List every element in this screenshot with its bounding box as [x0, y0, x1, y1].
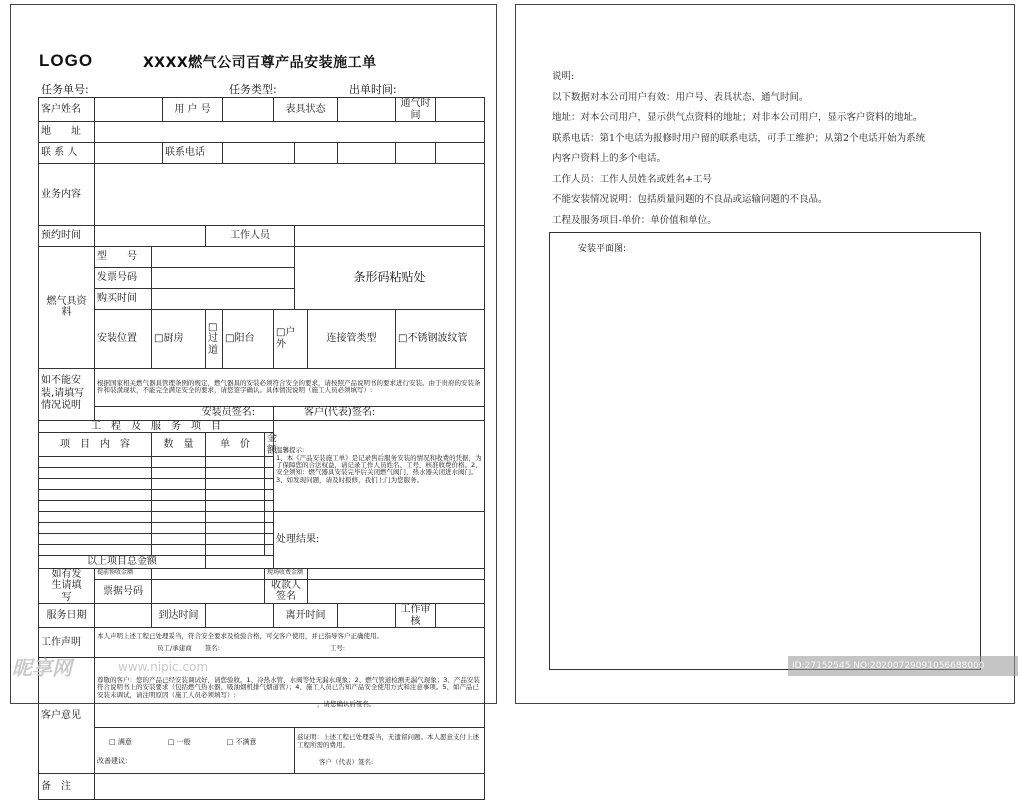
receipt-no-label: 票据号码 [95, 579, 152, 603]
business-field[interactable] [95, 164, 485, 226]
remark-field[interactable] [95, 774, 485, 800]
image-id-bar: ID:27152545 NO:20200729091056688000 [788, 656, 1018, 676]
row-opinion [39, 658, 485, 728]
kitchen-checkbox[interactable]: □厨房 [152, 310, 206, 369]
service-date-field[interactable] [95, 604, 152, 628]
gas-time-field[interactable] [436, 98, 485, 122]
address-label: 地 址 [39, 122, 95, 143]
receipt-no-field[interactable] [152, 579, 265, 603]
satisfied-checkbox[interactable]: □ 满意 [109, 738, 132, 747]
meter-status-label: 表具状态 [274, 98, 338, 122]
contact-field[interactable] [95, 143, 163, 164]
watermark-url: www.nipic.com [118, 660, 209, 674]
arrival-time-label: 到达时间 [152, 604, 206, 628]
notes-line: 工程及服务项目-单价：单价值和单位。 [552, 214, 717, 226]
phone-field-3[interactable] [338, 143, 396, 164]
gas-time-label: 通气时间 [396, 98, 436, 122]
work-statement-text: 本人声明上述工程已处理妥当，符合安全要求及检验合格，可交客户使用，并已指导客户正确使用。 [97, 631, 383, 640]
notes-block [552, 67, 1002, 231]
arrival-time-field[interactable] [206, 604, 274, 628]
plan-label: 安装平面图: [578, 244, 627, 254]
appointment-field[interactable] [95, 226, 206, 247]
appliance-label: 燃气具资料 [39, 247, 95, 369]
average-checkbox[interactable]: □ 一般 [167, 738, 191, 747]
prepaid-label: 提前预收金额 [95, 568, 152, 579]
onsite-fee-field[interactable] [308, 568, 485, 579]
suggestion-label: 改善建议: [97, 756, 128, 765]
row-model [39, 247, 485, 268]
total-label: 以上项目总金额 [39, 556, 206, 569]
phone-field-5[interactable] [436, 143, 485, 164]
row-customer [39, 98, 485, 122]
customer-opinion-label: 客户意见 [39, 658, 95, 774]
row-cannot-install [39, 368, 485, 406]
payee-sign-field[interactable] [308, 579, 485, 603]
task-no-label: 任务单号: [41, 83, 89, 96]
row-satisfaction [39, 728, 485, 774]
row-prepaid [39, 568, 485, 579]
row-appointment [39, 226, 485, 247]
purchase-time-label: 购买时间 [95, 289, 152, 310]
cannot-install-label: 如不能安装,请填写情况说明 [39, 368, 95, 420]
unit-price-header: 单 价 [206, 433, 265, 457]
remark-label: 备 注 [39, 774, 95, 800]
user-no-field[interactable] [223, 98, 274, 122]
qty-header: 数 量 [152, 433, 206, 457]
row-address [39, 122, 485, 143]
user-no-label: 用 户 号 [163, 98, 223, 122]
notes-line: 不能安装情况说明：包括质量问题的不良品或运输问题的不良品。 [552, 194, 828, 205]
logo: LOGO [39, 51, 94, 70]
leave-time-label: 离开时间 [274, 604, 338, 628]
proof-cell [295, 728, 485, 774]
dispatch-time-label: 出单时间: [349, 83, 397, 96]
customer-name-label: 客户姓名 [39, 98, 95, 122]
review-field[interactable] [436, 604, 485, 628]
prepaid-field[interactable] [152, 568, 265, 579]
phone-field-1[interactable] [223, 143, 295, 164]
item-content-header: 项 目 内 容 [39, 433, 152, 457]
tips-text: 1、本《产品安装施工单》是记录售后服务安装的情况和收费的凭据，为了保障您的合法权益，请记录工作人员姓名、工号，核准收费价格。2、安全须知：燃气器具安装完毕后关闭燃气阀门，热水器关闭进水阀门。3、如发现问题，请及时报修，我们上门为您服务。 [276, 453, 482, 484]
row-work-statement [39, 628, 485, 658]
row-remark [39, 774, 485, 800]
row-service-header [39, 420, 485, 433]
notes-line: 地址：对本公司用户，显示供气点资料的地址；对非本公司用户，显示客户资料的地址。 [552, 112, 923, 123]
row-position [39, 310, 485, 369]
notes-line: 以下数据对本公司用户有效：用户号、表具状态、通气时间。 [552, 91, 809, 103]
review-label: 工作审核 [396, 604, 436, 628]
outdoor-checkbox[interactable]: □户外 [274, 310, 308, 369]
please-sign-text: ，请您确认后签名。 [317, 699, 376, 708]
notes-line: 工作人员：工作人员姓名或姓名+工号 [552, 173, 712, 185]
install-plan-box[interactable] [549, 232, 981, 670]
staff-no-label: 工号: [329, 644, 346, 652]
notes-line: 联系电话：第1个电话为报修时用户留的联系电话，可手工维护；从第2个电话开始为系统 [552, 132, 926, 144]
business-label: 业务内容 [39, 164, 95, 226]
steel-pipe-checkbox[interactable]: □不锈钢波纹管 [396, 310, 485, 369]
table-row [39, 512, 485, 523]
invoice-no-label: 发票号码 [95, 268, 152, 289]
purchase-time-field[interactable] [152, 289, 295, 310]
invoice-no-field[interactable] [152, 268, 295, 289]
install-position-label: 安装位置 [95, 310, 152, 369]
opinion-text: 尊敬的客户：您的产品已经安装调试好，请您验收。1、冷热水管、水阀等处无漏水现象；2、燃气管道检测无漏气现象；3、产品安装符合说明书上的安装要求（包括燃气热水器、吸油烟机排气烟道管）；4、施工人员已告知产品安全使用方式和注意事项。5、如产品已安装未调试，请注明原因（施工人员必须填写）: [97, 675, 480, 699]
balcony-checkbox[interactable]: □阳台 [223, 310, 274, 369]
onsite-fee-label: 现场收费金额 [265, 568, 308, 579]
row-receipt [39, 579, 485, 603]
contact-phone-label: 联系电话 [163, 143, 223, 164]
work-statement-cell [95, 628, 485, 658]
customer-name-field[interactable] [95, 98, 163, 122]
amount-header: 金 额 [265, 433, 274, 457]
row-contact [39, 143, 485, 164]
notes-page [515, 4, 1015, 704]
install-form-table [38, 97, 485, 800]
total-field[interactable] [206, 556, 274, 569]
customer-sign-label: 客户(代表)签名: [274, 406, 485, 420]
satisfaction-cell [95, 728, 295, 774]
notes-title: 说明: [552, 71, 575, 82]
meter-status-field[interactable] [338, 98, 396, 122]
unsatisfied-checkbox[interactable]: □ 不满意 [226, 738, 257, 747]
task-type-label: 任务类型: [229, 83, 277, 96]
proof-text: 兹证明：上述工程已处理妥当，无遗留问题。本人愿意支付上述工程所需的费用。 [297, 733, 480, 749]
model-field[interactable] [152, 247, 295, 268]
row-install-sign [39, 406, 485, 420]
phone-field-4[interactable] [396, 143, 436, 164]
work-statement-label: 工作声明 [39, 628, 95, 658]
address-field[interactable] [95, 122, 485, 143]
watermark-logo: 昵享网 [12, 656, 72, 680]
service-date-label: 服务日期 [39, 604, 95, 628]
pipe-type-label: 连接管类型 [308, 310, 396, 369]
cannot-install-text: 根据国家相关燃气器具管理条例的规定，燃气器具的安装必须符合安全的要求，请按照产品说明书的要求进行安装。由于贵府的安装条件和装潢现状，不能完全满足安全的要求，请您签字确认。具体情况说明（施工人员必须填写）: [95, 368, 485, 406]
barcode-area: 条形码粘贴处 [295, 247, 485, 310]
model-label: 型 号 [95, 247, 152, 268]
if-occur-label: 如有发生请填写 [39, 568, 95, 604]
tips-cell: 温馨提示: 1、本《产品安装施工单》是记录售后服务安装的情况和收费的凭据，为了保障您的合法权益，请记录工作人员姓名、工号，核准收费价格。2、安全须知：燃气器具安装完毕后关闭燃气阀门，热水器关闭进水阀门。3、如发现问题，请及时报修，我们上门为您服务。 [274, 420, 485, 512]
worker-label: 工作人员 [206, 226, 295, 247]
appointment-label: 预约时间 [39, 226, 95, 247]
worker-field[interactable] [295, 226, 485, 247]
staff-sign-label: 员工/承建商 签名: [157, 644, 220, 652]
result-field[interactable]: 处理结果: [274, 512, 485, 569]
notes-line: 内客户资料上的多个电话。 [552, 153, 667, 164]
customer-sign2-label: 客户（代表）签名: [319, 758, 374, 767]
corridor-checkbox[interactable]: □过道 [206, 310, 223, 369]
service-items-header: 工 程 及 服 务 项 目 [39, 420, 274, 433]
form-title: XXXX燃气公司百尊产品安装施工单 [143, 55, 377, 71]
row-service-date [39, 604, 485, 628]
payee-sign-label: 收款人签名 [265, 579, 308, 603]
row-business [39, 164, 485, 226]
installer-sign-label: 安装员签名: [95, 406, 274, 420]
contact-label: 联 系 人 [39, 143, 95, 164]
leave-time-field[interactable] [338, 604, 396, 628]
form-page [10, 4, 497, 792]
phone-field-2[interactable] [295, 143, 338, 164]
